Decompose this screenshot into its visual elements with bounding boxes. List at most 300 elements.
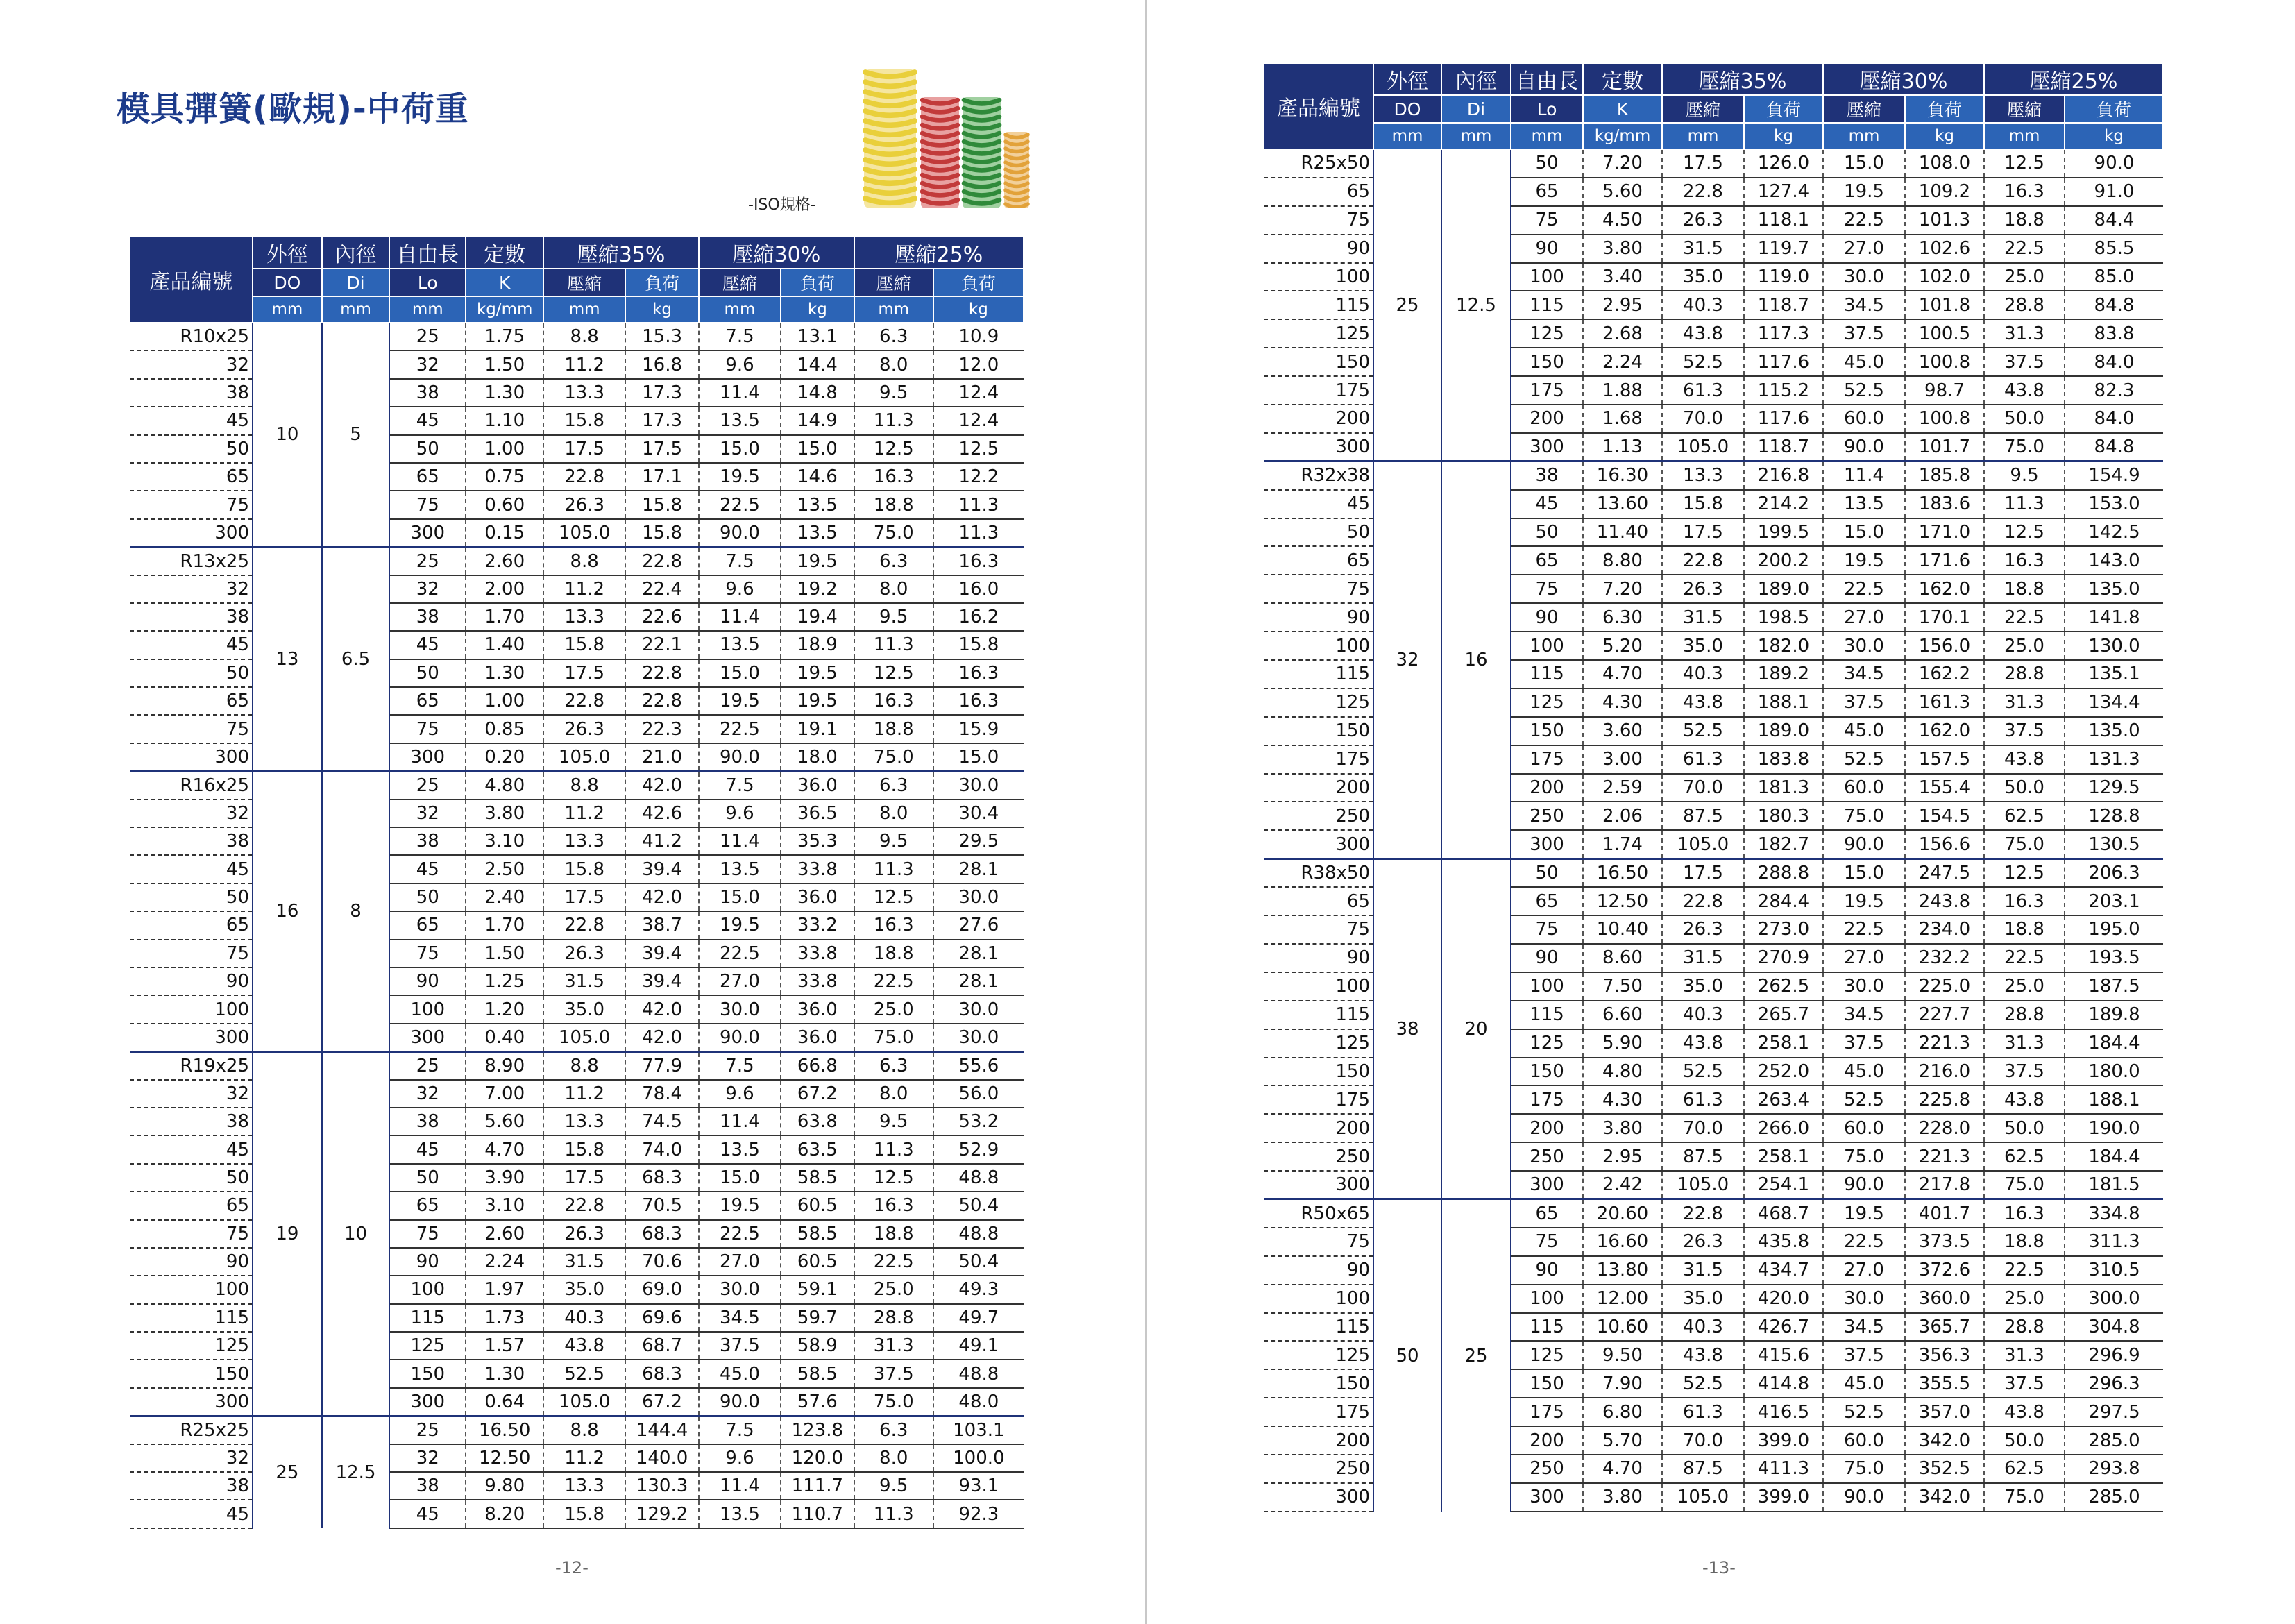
spring-constant-cell: 3.60 [1583,717,1662,745]
load-35-cell: 258.1 [1744,1029,1823,1058]
compress-35-cell: 43.8 [543,1332,625,1360]
load-25-cell: 304.8 [2065,1313,2163,1342]
spring-constant-cell: 1.13 [1583,433,1662,462]
compress-25-cell: 18.8 [854,715,933,743]
load-30-cell: 102.0 [1905,263,1984,291]
compress-35-cell: 13.3 [1662,462,1744,490]
load-30-cell: 217.8 [1905,1171,1984,1199]
compress-25-cell: 75.0 [854,1388,933,1416]
header-sub-compress: 壓縮 [543,269,625,296]
inner-diameter-cell: 12.5 [322,1416,390,1528]
outer-diameter-cell: 10 [253,323,322,547]
load-30-cell: 120.0 [781,1444,854,1472]
compress-25-cell: 43.8 [1984,376,2065,405]
load-25-cell: 15.9 [933,715,1024,743]
load-35-cell: 468.7 [1744,1199,1823,1228]
load-30-cell: 247.5 [1905,858,1984,887]
compress-35-cell: 31.5 [1662,944,1744,972]
compress-25-cell: 12.5 [854,659,933,687]
compress-25-cell: 25.0 [1984,1285,2065,1313]
load-25-cell: 12.2 [933,463,1024,491]
product-code-cell: 45 [130,855,253,883]
product-code-cell: 32 [130,350,253,378]
compress-35-cell: 105.0 [1662,433,1744,462]
compress-30-cell: 22.5 [1823,915,1905,944]
spring-product-image [857,69,1031,208]
compress-35-cell: 22.8 [1662,178,1744,206]
load-25-cell: 49.7 [933,1304,1024,1332]
header-sub-lo: Lo [389,269,466,296]
free-length-cell: 115 [1511,291,1583,319]
free-length-cell: 65 [1511,546,1583,575]
load-25-cell: 143.0 [2065,546,2163,575]
compress-25-cell: 75.0 [1984,1171,2065,1199]
free-length-cell: 25 [389,547,466,575]
load-35-cell: 17.5 [625,435,699,463]
compress-35-cell: 26.3 [543,491,625,518]
load-35-cell: 74.5 [625,1108,699,1135]
compress-35-cell: 22.8 [543,463,625,491]
compress-35-cell: 61.3 [1662,1085,1744,1114]
load-35-cell: 68.3 [625,1164,699,1192]
compress-30-cell: 19.5 [1823,887,1905,915]
load-35-cell: 262.5 [1744,972,1823,1001]
spring-constant-cell: 4.80 [466,771,543,799]
load-35-cell: 42.0 [625,1024,699,1051]
header-sub-load: 負荷 [933,269,1024,296]
orange-spring [1004,132,1029,208]
load-35-cell: 118.7 [1744,291,1823,319]
load-25-cell: 15.8 [933,631,1024,659]
load-35-cell: 69.0 [625,1276,699,1303]
spring-constant-cell: 2.95 [1583,1142,1662,1171]
spring-constant-cell: 4.70 [466,1135,543,1163]
free-length-cell: 32 [389,350,466,378]
compress-25-cell: 11.3 [854,855,933,883]
load-35-cell: 130.3 [625,1472,699,1500]
spring-constant-cell: 1.68 [1583,405,1662,433]
load-35-cell: 199.5 [1744,518,1823,547]
load-30-cell: 33.8 [781,855,854,883]
load-25-cell: 297.5 [2065,1398,2163,1426]
load-25-cell: 93.1 [933,1472,1024,1500]
table-row [130,1416,1024,1444]
load-25-cell: 84.8 [2065,433,2163,462]
compress-25-cell: 6.3 [854,1051,933,1079]
compress-30-cell: 37.5 [699,1332,781,1360]
compress-35-cell: 52.5 [1662,1058,1744,1086]
compress-35-cell: 40.3 [543,1304,625,1332]
product-code-cell: 115 [1264,1313,1373,1342]
compress-25-cell: 75.0 [854,743,933,771]
product-code-cell: 75 [130,715,253,743]
free-length-cell: 200 [1511,1426,1583,1455]
load-25-cell: 28.1 [933,967,1024,995]
product-code-cell: 125 [130,1332,253,1360]
table-row [130,1051,1024,1079]
load-30-cell: 342.0 [1905,1483,1984,1512]
compress-25-cell: 16.3 [1984,887,2065,915]
product-code-cell: R50x65 [1264,1199,1373,1228]
load-30-cell: 14.9 [781,407,854,434]
product-code-cell: 125 [1264,1029,1373,1058]
compress-25-cell: 18.8 [854,940,933,967]
compress-25-cell: 22.5 [854,1248,933,1276]
compress-25-cell: 25.0 [854,995,933,1023]
free-length-cell: 125 [1511,319,1583,348]
load-30-cell: 63.5 [781,1135,854,1163]
header-unit: mm [854,296,933,323]
product-code-cell: 90 [130,1248,253,1276]
spring-constant-cell: 1.30 [466,1360,543,1387]
header-sub-di: Di [322,269,390,296]
load-35-cell: 118.1 [1744,206,1823,235]
product-code-cell: 300 [1264,433,1373,462]
compress-30-cell: 60.0 [1823,405,1905,433]
header-sub-compress: 壓縮 [1984,95,2065,123]
product-code-cell: 125 [1264,688,1373,717]
load-35-cell: 42.0 [625,771,699,799]
load-35-cell: 182.0 [1744,632,1823,660]
spring-constant-cell: 0.15 [466,519,543,547]
free-length-cell: 100 [1511,972,1583,1001]
free-length-cell: 300 [1511,433,1583,462]
header-compress-35: 壓縮35% [543,237,699,269]
compress-35-cell: 61.3 [1662,376,1744,405]
compress-35-cell: 35.0 [1662,263,1744,291]
compress-30-cell: 75.0 [1823,1142,1905,1171]
load-25-cell: 135.0 [2065,575,2163,603]
compress-30-cell: 34.5 [699,1304,781,1332]
product-code-cell: 100 [130,995,253,1023]
load-30-cell: 161.3 [1905,688,1984,717]
compress-25-cell: 50.0 [1984,774,2065,802]
compress-30-cell: 75.0 [1823,1455,1905,1483]
product-code-cell: R25x50 [1264,149,1373,178]
product-code-cell: 38 [130,827,253,855]
load-35-cell: 188.1 [1744,688,1823,717]
spring-constant-cell: 16.50 [466,1416,543,1444]
load-35-cell: 182.7 [1744,830,1823,858]
header-sub-do: DO [253,269,322,296]
load-30-cell: 14.8 [781,379,854,407]
outer-diameter-cell: 25 [1373,149,1441,462]
table-row [130,323,1024,350]
header-sub-load: 負荷 [781,269,854,296]
compress-30-cell: 13.5 [1823,490,1905,518]
compress-25-cell: 16.3 [1984,1199,2065,1228]
load-35-cell: 127.4 [1744,178,1823,206]
load-30-cell: 170.1 [1905,603,1984,632]
spring-constant-cell: 2.68 [1583,319,1662,348]
load-35-cell: 415.6 [1744,1341,1823,1369]
compress-30-cell: 11.4 [699,603,781,631]
product-code-cell: R10x25 [130,323,253,350]
compress-35-cell: 105.0 [543,743,625,771]
product-code-cell: 75 [130,491,253,518]
load-25-cell: 50.4 [933,1248,1024,1276]
product-code-header: 產品編號 [130,237,253,323]
header-unit: kg/mm [1583,123,1662,149]
header-sub-di: Di [1441,95,1511,123]
compress-30-cell: 90.0 [699,743,781,771]
compress-35-cell: 31.5 [1662,235,1744,263]
compress-35-cell: 22.8 [543,687,625,715]
compress-25-cell: 31.3 [854,1332,933,1360]
compress-25-cell: 11.3 [854,1135,933,1163]
load-35-cell: 270.9 [1744,944,1823,972]
free-length-cell: 100 [1511,263,1583,291]
compress-25-cell: 8.0 [854,575,933,603]
compress-25-cell: 9.5 [854,1108,933,1135]
compress-35-cell: 40.3 [1662,291,1744,319]
load-30-cell: 19.4 [781,603,854,631]
load-30-cell: 66.8 [781,1051,854,1079]
header-compress-30: 壓縮30% [699,237,854,269]
compress-30-cell: 30.0 [1823,972,1905,1001]
header-unit: mm [699,296,781,323]
compress-30-cell: 9.6 [699,800,781,827]
compress-30-cell: 9.6 [699,1444,781,1472]
free-length-cell: 175 [1511,1085,1583,1114]
load-30-cell: 101.8 [1905,291,1984,319]
page-number: -13- [1702,1558,1736,1578]
compress-30-cell: 30.0 [699,995,781,1023]
load-35-cell: 263.4 [1744,1085,1823,1114]
free-length-cell: 75 [389,715,466,743]
product-code-cell: 38 [130,1108,253,1135]
product-code-cell: 150 [1264,1369,1373,1398]
spring-constant-cell: 9.50 [1583,1341,1662,1369]
load-30-cell: 373.5 [1905,1228,1984,1256]
load-30-cell: 109.2 [1905,178,1984,206]
spring-constant-cell: 7.90 [1583,1369,1662,1398]
load-30-cell: 100.8 [1905,405,1984,433]
load-25-cell: 30.0 [933,1024,1024,1051]
compress-25-cell: 22.5 [854,967,933,995]
compress-25-cell: 16.3 [1984,178,2065,206]
product-code-cell: 200 [1264,405,1373,433]
spring-constant-cell: 2.60 [466,1220,543,1248]
outer-diameter-cell: 16 [253,771,322,1051]
header-sub-k: K [1583,95,1662,123]
compress-30-cell: 27.0 [1823,944,1905,972]
compress-30-cell: 19.5 [699,687,781,715]
product-code-cell: 90 [1264,235,1373,263]
header-unit: mm [1511,123,1583,149]
compress-25-cell: 9.5 [854,379,933,407]
spring-constant-cell: 8.80 [1583,546,1662,575]
outer-diameter-cell: 13 [253,547,322,771]
product-code-cell: 300 [130,743,253,771]
load-25-cell: 53.2 [933,1108,1024,1135]
table-body [1264,149,2163,1512]
compress-35-cell: 17.5 [1662,858,1744,887]
load-30-cell: 60.5 [781,1248,854,1276]
load-30-cell: 171.0 [1905,518,1984,547]
table-row [130,547,1024,575]
product-code-cell: 100 [1264,632,1373,660]
load-25-cell: 48.8 [933,1360,1024,1387]
compress-25-cell: 28.8 [1984,1001,2065,1029]
spring-constant-cell: 2.24 [1583,348,1662,376]
inner-diameter-cell: 20 [1441,858,1511,1199]
product-code-cell: 300 [130,1024,253,1051]
table-row [1264,858,2163,887]
free-length-cell: 175 [1511,376,1583,405]
load-30-cell: 13.1 [781,323,854,350]
load-35-cell: 16.8 [625,350,699,378]
free-length-cell: 115 [1511,1001,1583,1029]
load-30-cell: 57.6 [781,1388,854,1416]
compress-25-cell: 8.0 [854,800,933,827]
free-length-cell: 45 [389,1500,466,1528]
product-code-cell: 250 [1264,1455,1373,1483]
compress-30-cell: 75.0 [1823,802,1905,830]
compress-30-cell: 45.0 [1823,1369,1905,1398]
load-25-cell: 16.3 [933,547,1024,575]
outer-diameter-cell: 50 [1373,1199,1441,1512]
load-35-cell: 39.4 [625,855,699,883]
compress-25-cell: 25.0 [1984,972,2065,1001]
free-length-cell: 90 [1511,603,1583,632]
compress-35-cell: 70.0 [1662,1114,1744,1142]
compress-30-cell: 22.5 [699,1220,781,1248]
load-35-cell: 198.5 [1744,603,1823,632]
product-code-cell: 32 [130,1444,253,1472]
spring-constant-cell: 1.70 [466,603,543,631]
compress-25-cell: 25.0 [1984,263,2065,291]
load-30-cell: 342.0 [1905,1426,1984,1455]
load-25-cell: 30.4 [933,800,1024,827]
compress-25-cell: 50.0 [1984,1114,2065,1142]
compress-30-cell: 22.5 [1823,206,1905,235]
compress-35-cell: 105.0 [543,1024,625,1051]
product-code-cell: 115 [1264,660,1373,688]
product-code-cell: R32x38 [1264,462,1373,490]
free-length-cell: 175 [1511,745,1583,774]
load-30-cell: 183.6 [1905,490,1984,518]
red-spring [921,97,959,208]
load-25-cell: 16.3 [933,659,1024,687]
compress-25-cell: 62.5 [1984,1142,2065,1171]
spring-constant-cell: 8.20 [466,1500,543,1528]
spring-constant-cell: 1.70 [466,911,543,939]
compress-35-cell: 43.8 [1662,688,1744,717]
load-25-cell: 300.0 [2065,1285,2163,1313]
product-code-cell: 175 [1264,376,1373,405]
load-25-cell: 28.1 [933,940,1024,967]
load-25-cell: 28.1 [933,855,1024,883]
free-length-cell: 50 [1511,518,1583,547]
header-sub-compress: 壓縮 [1662,95,1744,123]
spring-constant-cell: 12.50 [1583,887,1662,915]
compress-35-cell: 61.3 [1662,1398,1744,1426]
compress-35-cell: 13.3 [543,1472,625,1500]
spring-constant-cell: 3.00 [1583,745,1662,774]
load-25-cell: 296.3 [2065,1369,2163,1398]
load-30-cell: 357.0 [1905,1398,1984,1426]
table-header [130,237,1024,323]
load-35-cell: 22.6 [625,603,699,631]
compress-25-cell: 8.0 [854,350,933,378]
compress-30-cell: 11.4 [699,379,781,407]
compress-30-cell: 30.0 [699,1276,781,1303]
header-unit: mm [543,296,625,323]
product-code-cell: 45 [130,407,253,434]
compress-25-cell: 37.5 [1984,1369,2065,1398]
header-sub-k: K [466,269,543,296]
load-35-cell: 284.4 [1744,887,1823,915]
table-header [1264,63,2163,149]
load-35-cell: 129.2 [625,1500,699,1528]
load-25-cell: 85.0 [2065,263,2163,291]
table-row [1264,462,2163,490]
compress-25-cell: 9.5 [854,827,933,855]
compress-35-cell: 40.3 [1662,1001,1744,1029]
compress-30-cell: 11.4 [1823,462,1905,490]
load-30-cell: 110.7 [781,1500,854,1528]
compress-25-cell: 6.3 [854,771,933,799]
compress-25-cell: 43.8 [1984,1085,2065,1114]
compress-30-cell: 15.0 [1823,149,1905,178]
load-25-cell: 12.4 [933,379,1024,407]
compress-30-cell: 19.5 [1823,546,1905,575]
compress-30-cell: 30.0 [1823,263,1905,291]
load-35-cell: 258.1 [1744,1142,1823,1171]
product-code-cell: R38x50 [1264,858,1373,887]
product-code-cell: 300 [130,519,253,547]
compress-30-cell: 60.0 [1823,1426,1905,1455]
free-length-cell: 50 [389,1164,466,1192]
load-35-cell: 38.7 [625,911,699,939]
compress-25-cell: 6.3 [854,547,933,575]
load-35-cell: 140.0 [625,1444,699,1472]
load-30-cell: 98.7 [1905,376,1984,405]
load-25-cell: 293.8 [2065,1455,2163,1483]
compress-35-cell: 43.8 [1662,1341,1744,1369]
load-35-cell: 22.1 [625,631,699,659]
compress-25-cell: 28.8 [1984,291,2065,319]
spring-constant-cell: 0.60 [466,491,543,518]
load-25-cell: 49.1 [933,1332,1024,1360]
header-unit: mm [1984,123,2065,149]
compress-25-cell: 31.3 [1984,1029,2065,1058]
free-length-cell: 25 [389,771,466,799]
compress-30-cell: 22.5 [699,715,781,743]
free-length-cell: 75 [389,940,466,967]
load-35-cell: 189.0 [1744,717,1823,745]
load-35-cell: 189.0 [1744,575,1823,603]
load-35-cell: 70.5 [625,1192,699,1219]
spring-constant-cell: 10.40 [1583,915,1662,944]
compress-25-cell: 9.5 [854,603,933,631]
free-length-cell: 50 [389,435,466,463]
compress-35-cell: 15.8 [543,1135,625,1163]
spring-constant-cell: 11.40 [1583,518,1662,547]
load-25-cell: 11.3 [933,519,1024,547]
load-25-cell: 48.8 [933,1220,1024,1248]
free-length-cell: 200 [1511,774,1583,802]
free-length-cell: 75 [389,1220,466,1248]
compress-25-cell: 28.8 [1984,1313,2065,1342]
product-code-cell: 200 [1264,774,1373,802]
spring-constant-cell: 8.90 [466,1051,543,1079]
compress-30-cell: 45.0 [699,1360,781,1387]
free-length-cell: 300 [1511,1171,1583,1199]
free-length-cell: 90 [389,1248,466,1276]
load-25-cell: 285.0 [2065,1483,2163,1512]
